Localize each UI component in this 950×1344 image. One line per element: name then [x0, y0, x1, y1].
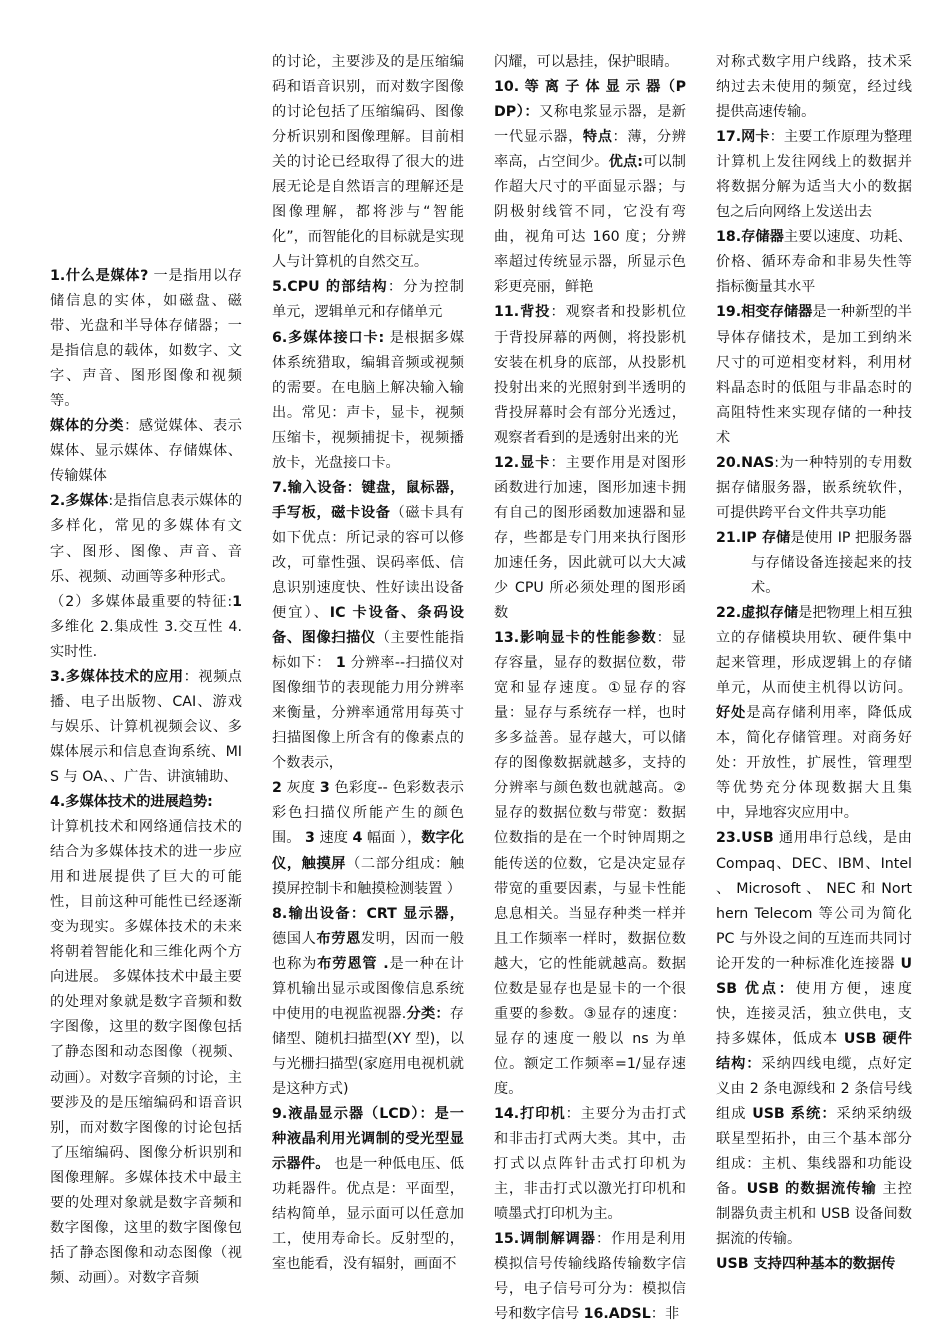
bold-text: IC 卡设备、条码设备、图像扫描仪 [272, 605, 464, 647]
paragraph [494, 451, 686, 626]
bold-text: 11.背投 [494, 304, 551, 321]
paragraph [716, 526, 912, 601]
body-text: 采纳采纳级联星型拓扑，由三个基本部分组成：主机、集线器和功能设备。 [716, 1105, 912, 1198]
paragraph [50, 590, 242, 665]
body-text: ：作用是利用模拟信号传输线路传输数字信号，电子信号可分为：模拟信号和数字信号 [494, 1231, 686, 1323]
paragraph [716, 1252, 912, 1277]
paragraph [716, 125, 912, 225]
column-1 [50, 264, 242, 1291]
paragraph [716, 601, 912, 826]
body-text: 也是一种低电压、低功耗器件。优点是：平面型，结构简单，显示面可以任意加工，使用寿命长。反射型的，室也能看，没有辐射，画面不 [272, 1156, 464, 1273]
bold-text: 3.多媒体技术的应用 [50, 668, 184, 685]
paragraph [716, 451, 912, 526]
body-text: （主要性能指标如下： [272, 630, 464, 672]
bold-text: 16.ADSL [583, 1306, 651, 1323]
body-text: ：视频点播、电子出版物、CAI、游戏与娱乐、计算机视频会议、多媒体展示和信息查询系统、MIS 与 OA、、广告、讲演辅助、 [50, 668, 242, 785]
body-text: 的讨论，主要涉及的是压缩编码和语音识别，而对数字图像的讨论包括了压缩编码、图像分析识别和图像理解。目前相关的讨论已经取得了很大的进展无论是自然语言的理解还是图像理解，都将涉与“智能化”，而智能化的目标就是实现人与计算机的自然交互。 [272, 54, 464, 271]
body-text: 使用方便，速度快，连接灵活，独立供电，支持多媒体，低成本 [716, 980, 912, 1047]
body-text: ：观察者和投影机位于背投屏幕的两侧，将投影机安装在机身的底部，从投影机投射出来的光照射到半透明的背投屏幕时会有部分光透过，观察者看到的是透射出来的光 [494, 304, 686, 446]
body-text: 主控制器负责主机和 USB 设备间数据流的传输。 [716, 1181, 912, 1248]
body-text: 速度 [314, 830, 353, 847]
body-text: :为一种特别的专用数据存储服务器，嵌系统软件，可提供跨平台文件共享功能 [716, 454, 912, 521]
body-text: 一是指用以存储信息的实体，如磁盘、磁带、光盘和半导体存储器；一是指信息的载体，如数字、文字、声音、图形图像和视频等。 [50, 268, 242, 410]
body-text: 对称式数字用户线路，技术采纳过去未使用的频宽，经过线提供高速传输。 [716, 54, 912, 121]
body-text: 幅面 ）， [362, 830, 422, 847]
body-text: ：主要工作原理为整理计算机上发往网线上的数据并将数据分解为适当大小的数据包之后向网络上发送出去 [716, 129, 912, 221]
body-text: 是根据多媒体系统猎取，编辑音频或视频的需要。在电脑上解决输入输出。常见：声卡，显卡，视频压缩卡，视频捕捉卡，视频播放卡，光盘接口卡。 [272, 329, 465, 471]
bold-text: 3 [319, 780, 330, 797]
bold-text: 9.液晶显示器（LCD）：是一种液晶利用光调制的受光型显示器件。 [272, 1105, 464, 1173]
bold-text: 分类： [406, 1005, 450, 1022]
paragraph [50, 665, 242, 790]
body-text: 是一种新型的半导体存储技术，是加工到纳米尺寸的可逆相变材料，利用材料晶态时的低阻与非晶态时的高阻特性来实现存储的一种技术 [716, 304, 912, 446]
bold-text: 布劳恩管 . [317, 955, 389, 972]
bold-text: 19.相变存储器 [716, 304, 813, 321]
paragraph [716, 225, 912, 300]
bold-text: 15.调制解调器 [494, 1231, 596, 1248]
column-3 [494, 50, 686, 1327]
paragraph [272, 776, 464, 901]
body-text: （磁卡具有如下优点：所记录的容可以修改，可靠性强、误码率低、信息识别速度快、性好读出设备便宜）、 [272, 504, 464, 622]
bold-text: 媒体的分类 [50, 418, 125, 435]
bold-text: USB 系统： [752, 1105, 837, 1122]
bold-text: 3 [305, 830, 315, 847]
column-2 [272, 50, 464, 1277]
paragraph [272, 902, 464, 1102]
body-text: 色彩度-- 色彩数表示彩色扫描仪所能产生的颜色围。 [272, 780, 464, 847]
body-text: 是一种在计算机输出显示或图像信息系统中使用的电视监视器. [272, 955, 464, 1022]
body-text: ：分为控制单元，逻辑单元和存储单元 [272, 279, 464, 321]
body-text: ：薄，分辨率高，占空间少。 [494, 129, 686, 171]
paragraph [50, 264, 242, 414]
body-text: 通用串行总线，是由 Compaq、DEC、IBM、Intel 、 Microsoft 、 NEC 和 Northern Telecom 等公司为简化 PC 与外设之间的互连而共同讨论开发的一种标准化连接器 [716, 830, 912, 972]
bold-text: 17.网卡 [716, 129, 770, 146]
paragraph [494, 626, 686, 1102]
paragraph [50, 815, 242, 1291]
body-text: （二部分组成：触摸屏控制卡和触摸检测装置 ） [272, 855, 464, 897]
body-text: （2）多媒体最重要的特征: [50, 593, 233, 610]
paragraph [494, 50, 686, 75]
paragraph [494, 300, 686, 450]
paragraph [494, 1102, 686, 1227]
bold-text: 1 [232, 593, 242, 610]
bold-text: 18.存储器 [716, 229, 784, 246]
paragraph [716, 826, 912, 1252]
bold-text: 1.什么是媒体? [50, 268, 149, 284]
body-text: :是指信息表示媒体的多样化，常见的多媒体有文字、图形、图像、声音、音乐、视频、动画等多种形式。 [50, 493, 243, 585]
bold-text: 布劳恩 [316, 930, 361, 947]
bold-text: 23.USB [716, 830, 774, 847]
bold-text: USB 优点： [716, 955, 912, 997]
body-text: 是使用 IP 把服务器与存储设备连接起来的技术。 [751, 529, 912, 596]
body-text: 采纳四线电缆，点好定义由 2 条电源线和 2 条信号线组成 [716, 1055, 912, 1122]
bold-text: 21.IP 存储 [716, 529, 791, 546]
bold-text: 2.多媒体 [50, 493, 109, 510]
bold-text: 8.输出设备：CRT 显示器， [272, 905, 464, 922]
paragraph [272, 476, 464, 777]
bold-text: 7.输入设备：键盘，鼠标器，手写板，磁卡设备 [272, 479, 464, 521]
bold-text: USB 支持四种基本的数据传 [716, 1256, 896, 1273]
body-text: 又称电浆显示器，是新一代显示器， [494, 104, 686, 146]
bold-text: 20.NAS [716, 454, 775, 471]
paragraph [494, 75, 686, 300]
body-text: 存储型、随机扫描型(XY 型)，以与光栅扫描型(家庭用电视机就是这种方式) [272, 1005, 464, 1097]
bold-text: USB 硬件结构： [716, 1030, 912, 1072]
body-text: 可以制作超大尺寸的平面显示器；与阴极射线管不同，它没有弯曲，视角可达 160 度；分辨率超过传统显示器，所显示色彩更亮丽，鲜艳 [494, 154, 686, 296]
bold-text: 4.多媒体技术的进展趋势: [50, 793, 213, 810]
body-text: ：感觉媒体、表示媒体、显示媒体、存储媒体、传输媒体 [50, 418, 242, 485]
paragraph [272, 50, 464, 275]
bold-text: USB 的数据流传输 [746, 1181, 877, 1198]
body-text: 多维化 2.集成性 3.交互性 4.实时性. [50, 618, 242, 660]
bold-text: 14.打印机 [494, 1105, 566, 1122]
bold-text: 1 [335, 655, 346, 672]
paragraph [50, 489, 242, 589]
body-text: 计算机技术和网络通信技术的结合为多媒体技术的进一步应用和进展提供了巨大的可能性，目前这种可能性已经逐渐变为现实。多媒体技术的未来将朝着智能化和三维化两个方向进展。 多媒体技术中最主要的处理对象就是数字音频和数字图像，这里的数字图像包括了静态图和动态图像（视频、动画）。对数字音频的讨论，主要涉及的是压缩编码和语音识别，而对数字图像的讨论包括了压缩编码、图像分析识别和图像理解。多媒体技术中最主要的处理对象就是数字音频和数字图像，这里的数字图像包括了静态图像和动态图像（视频、动画）。对数字音频 [50, 819, 242, 1286]
body-text: 是高存储利用率，降低成本，简化存储管理。对商务好处：开放性，扩展性，管理型等优势充分体现数据大且集中，异地容灾应用中。 [716, 705, 912, 822]
bold-text: 4 [352, 830, 363, 847]
paragraph [50, 790, 242, 815]
paragraph [272, 326, 464, 476]
bold-text: 2 [272, 780, 282, 797]
body-text: 发明，因而一般也称为 [272, 930, 464, 972]
body-text: 分辨率--扫描仪对图像细节的表现能力用分辨率来衡量，分辨率通常用每英寸扫描图像上所含有的像素点的个数表示， [272, 655, 464, 772]
bold-text: 12.显卡 [494, 454, 551, 471]
paragraph [716, 300, 912, 450]
bold-text: 5.CPU 的部结构 [272, 279, 388, 296]
paragraph [50, 414, 242, 489]
body-text: ：主要分为击打式和非击打式两大类。其中，击打式以点阵针击式打印机为主，非击打式以激光打印机和喷墨式打印机为主。 [494, 1105, 686, 1223]
bold-text: 数字化仪，触摸屏 [272, 830, 464, 872]
bold-text: 特点 [582, 129, 613, 146]
bold-text: 22.虚拟存储 [716, 605, 799, 622]
bold-text: 13.影响显卡的性能参数 [494, 630, 657, 647]
bold-text: 6.多媒体接口卡: [272, 329, 385, 346]
body-text: 灰度 [281, 780, 320, 797]
paragraph [272, 1102, 464, 1277]
body-text: ：显存容量，显存的数据位数，带宽和显存速度。①显存的容量：显存与系统存一样，也时多多益善。显存越大，可以储存的图像数据就越多，支持的分辨率与颜色数也就越高。②显存的数据位数与带宽：数据位数指的是在一个时钟周期之能传送的位数，它是决定显存带宽的重要因素，与显卡性能息息相关。当显存种类一样并且工作频率一样时，数据位数越大，它的性能就越高。数据位数是显存也是显卡的一个很重要的参数。③显存的速度：显存的速度一般以 ns 为单位。额定工作频率=1/显存速度。 [494, 630, 686, 1097]
column-4 [716, 50, 912, 1277]
bold-text: 10. 等 离 子 体 显 示 器（PDP）： [494, 79, 686, 121]
body-text: ：非 [650, 1306, 680, 1323]
paragraph [494, 1227, 686, 1327]
body-text: ：主要作用是对图形函数进行加速，图形加速卡拥有自己的图形函数加速器和显存，些都是专门用来执行图形加速任务，因此就可以大大减少 CPU 所必须处理的图形函数 [494, 454, 686, 622]
body-text: 是把物理上相互独立的存储模块用软、硬件集中起来管理，形成逻辑上的存储单元，从而使主机得以访问。 [716, 605, 912, 697]
bold-text: 优点: [608, 154, 643, 171]
body-text: 闪耀，可以悬挂，保护眼睛。 [494, 54, 679, 70]
body-text: 主要以速度、功耗、价格、循环寿命和非易失性等指标衡量其水平 [716, 229, 912, 296]
body-text: 德国人 [272, 930, 317, 947]
bold-text: 好处 [716, 705, 747, 722]
paragraph [272, 275, 464, 325]
paragraph [716, 50, 912, 125]
